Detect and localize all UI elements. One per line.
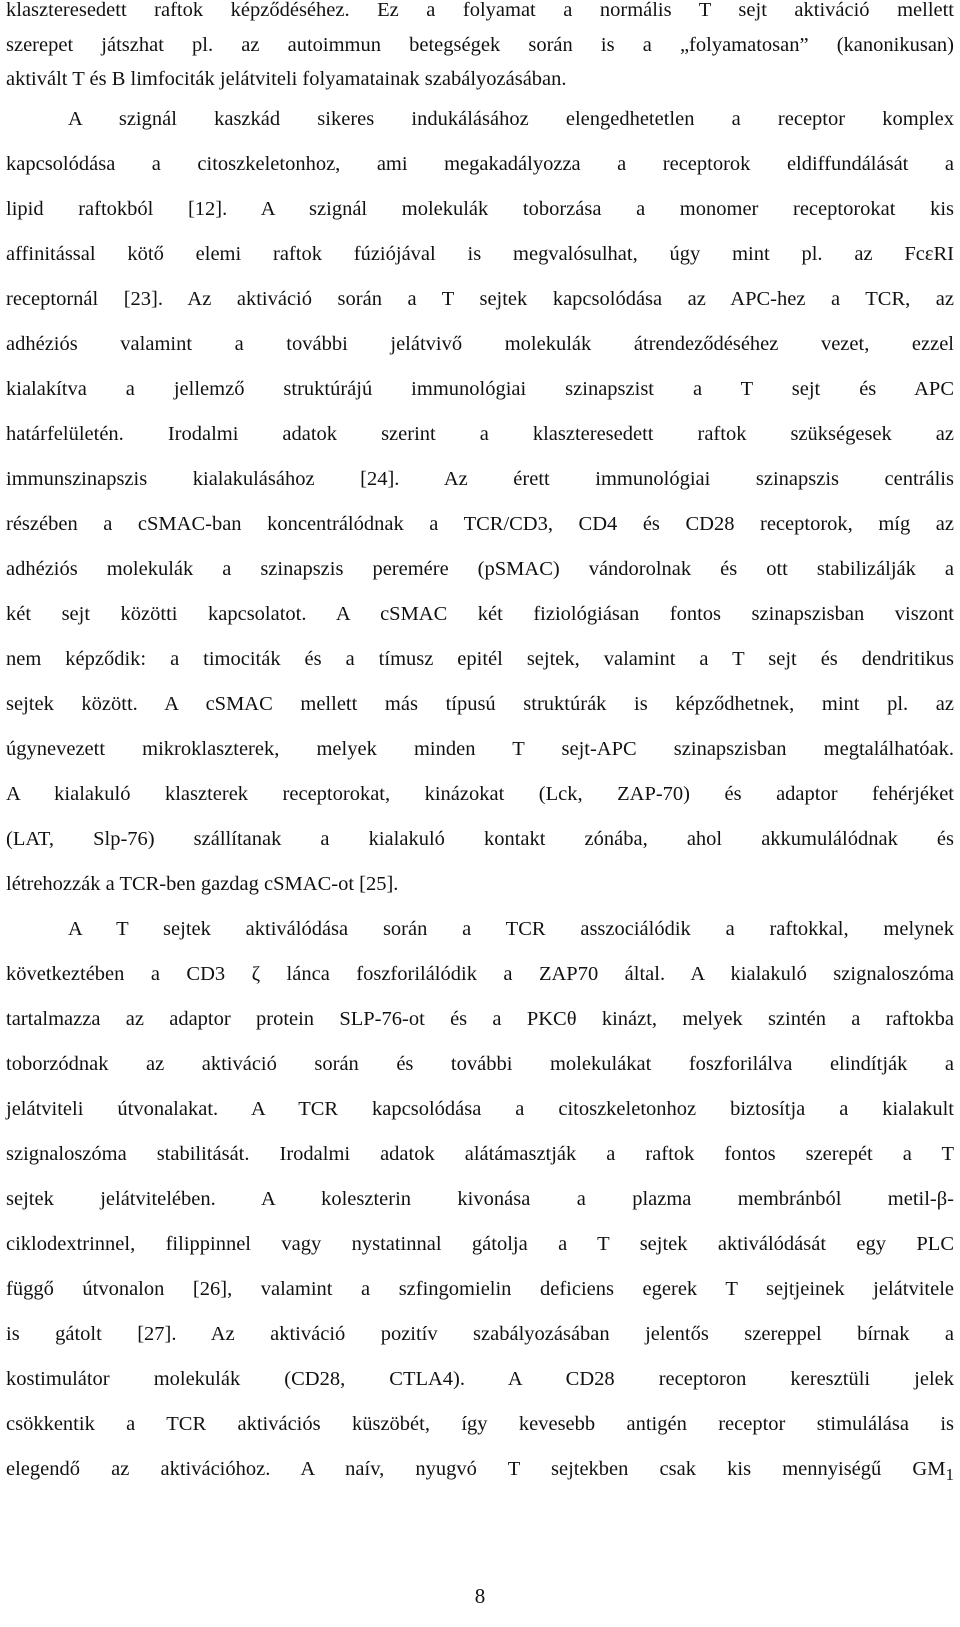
- text-line: tartalmazza az adaptor protein SLP-76-ot és a PKCθ kinázt, melyek szintén a raftokba: [6, 1007, 954, 1030]
- body-text: [6, 0, 954, 1492]
- text-line: úgynevezett mikroklaszterek, melyek minden T sejt-APC szinapszisban megtalálhatóak.: [6, 737, 954, 760]
- text-line: ciklodextrinnel, filippinnel vagy nystatinnal gátolja a T sejtek aktiválódását egy PLC: [6, 1232, 954, 1255]
- subscript: 1: [945, 1464, 954, 1484]
- text-line: kapcsolódása a citoszkeletonhoz, ami megakadályozza a receptorok eldiffundálását a: [6, 152, 954, 175]
- text-line: affinitással kötő elemi raftok fúziójával is megvalósulhat, úgy mint pl. az FcεRI: [6, 242, 954, 265]
- text-line-last-content: elegendő az aktivációhoz. A naív, nyugvó T sejtekben csak kis mennyiségű GM: [6, 1457, 946, 1480]
- text-line: nem képződik: a timociták és a tímusz epitél sejtek, valamint a T sejt és dendritikus: [6, 647, 954, 670]
- text-line: klaszteresedett raftok képződéséhez. Ez a folyamat a normális T sejt aktiváció mellett: [6, 0, 954, 21]
- text-line: toborzódnak az aktiváció során és további molekulákat foszforilálva elindítják a: [6, 1052, 954, 1075]
- text-line: lipid raftokból [12]. A szignál molekulák toborzása a monomer receptorokat kis: [6, 197, 954, 220]
- page-number: 8: [474, 1584, 486, 1608]
- paragraph-top: [6, 0, 954, 97]
- text-line: létrehozzák a TCR-ben gazdag cSMAC-ot [25].: [6, 872, 399, 895]
- text-line: sejtek között. A cSMAC mellett más típusú struktúrák is képződhetnek, mint pl. az: [6, 692, 954, 715]
- text-line: A kialakuló klaszterek receptorokat, kinázokat (Lck, ZAP-70) és adaptor fehérjéket: [6, 782, 954, 805]
- text-line: kostimulátor molekulák (CD28, CTLA4). A CD28 receptoron keresztüli jelek: [6, 1367, 954, 1390]
- text-line: adhéziós valamint a további jelátvivő molekulák átrendeződéséhez vezet, ezzel: [6, 332, 954, 355]
- text-line: csökkentik a TCR aktivációs küszöbét, így kevesebb antigén receptor stimulálása is: [6, 1412, 954, 1435]
- text-line: A szignál kaszkád sikeres indukálásához elengedhetetlen a receptor komplex: [68, 107, 954, 130]
- text-line: aktivált T és B limfociták jelátviteli folyamatainak szabályozásában.: [6, 68, 567, 90]
- paragraph-1: [6, 97, 954, 907]
- text-line: (LAT, Slp-76) szállítanak a kialakuló kontakt zónába, ahol akkumulálódnak és: [6, 827, 954, 850]
- text-line: A T sejtek aktiválódása során a TCR asszociálódik a raftokkal, melynek: [68, 917, 954, 940]
- text-line: határfelületén. Irodalmi adatok szerint a klaszteresedett raftok szükségesek az: [6, 422, 954, 445]
- text-line: következtében a CD3 ζ lánca foszforilálódik a ZAP70 által. A kialakuló szignaloszóma: [6, 962, 954, 985]
- text-line: receptornál [23]. Az aktiváció során a T sejtek kapcsolódása az APC-hez a TCR, az: [6, 287, 954, 310]
- text-line: kialakítva a jellemző struktúrájú immunológiai szinapszist a T sejt és APC: [6, 377, 954, 400]
- text-line-last: [6, 1447, 954, 1492]
- text-line: két sejt közötti kapcsolatot. A cSMAC két fiziológiásan fontos szinapszisban viszont: [6, 602, 954, 625]
- text-line: függő útvonalon [26], valamint a szfingomielin deficiens egerek T sejtjeinek jelátvitele: [6, 1277, 954, 1300]
- text-line: jelátviteli útvonalakat. A TCR kapcsolódása a citoszkeletonhoz biztosítja a kialakult: [6, 1097, 954, 1120]
- text-line: szerepet játszhat pl. az autoimmun betegségek során is a „folyamatosan” (kanonikusan): [6, 33, 954, 56]
- text-line: részében a cSMAC-ban koncentrálódnak a TCR/CD3, CD4 és CD28 receptorok, míg az: [6, 512, 954, 535]
- text-line: sejtek jelátvitelében. A koleszterin kivonása a plazma membránból metil-β-: [6, 1187, 954, 1210]
- text-line: adhéziós molekulák a szinapszis peremére (pSMAC) vándorolnak és ott stabilizálják a: [6, 557, 954, 580]
- paragraph-2: [6, 907, 954, 1492]
- text-line: szignaloszóma stabilitását. Irodalmi adatok alátámasztják a raftok fontos szerepét a T: [6, 1142, 954, 1165]
- text-line: is gátolt [27]. Az aktiváció pozitív szabályozásában jelentős szereppel bírnak a: [6, 1322, 954, 1345]
- text-line: immunszinapszis kialakulásához [24]. Az érett immunológiai szinapszis centrális: [6, 467, 954, 490]
